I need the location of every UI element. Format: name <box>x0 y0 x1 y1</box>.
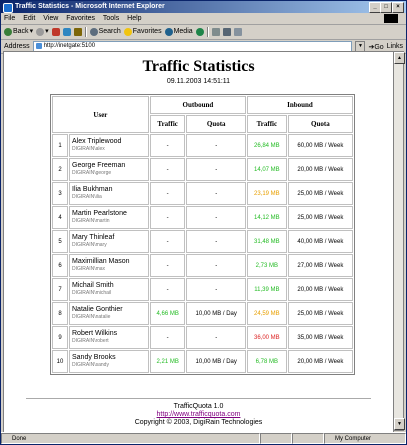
table-row <box>52 182 353 205</box>
inbound-header: Inbound <box>247 96 353 114</box>
user-cell <box>69 134 149 157</box>
menu-file[interactable]: File <box>4 15 16 22</box>
outbound-quota-cell: - <box>186 278 245 301</box>
close-button[interactable]: × <box>392 2 404 13</box>
inbound-traffic-cell: 14,12 MB <box>247 206 287 229</box>
report-datetime: 09.11.2003 14:51:11 <box>166 78 231 85</box>
user-cell <box>69 302 149 325</box>
page-title: Traffic Statistics <box>142 58 255 75</box>
user-name: Alex Triplewood <box>72 138 122 145</box>
user-login: DIGIRAIN\robert <box>72 338 109 344</box>
outbound-quota-cell: - <box>186 326 245 349</box>
inbound-traffic-cell: 11,39 MB <box>247 278 287 301</box>
forward-arrow-icon <box>36 28 44 36</box>
user-cell <box>69 206 149 229</box>
inbound-quota-header: Quota <box>288 115 353 133</box>
user-login: DIGIRAIN\ilia <box>72 194 102 200</box>
address-label: Address <box>4 43 30 50</box>
table-row <box>52 158 353 181</box>
user-name: Natalie Gonthier <box>72 306 123 313</box>
home-icon[interactable] <box>74 28 82 36</box>
inbound-quota-cell: 20,00 MB / Week <box>288 158 353 181</box>
status-pane <box>292 433 324 444</box>
user-login: DIGIRAIN\natalie <box>72 314 111 320</box>
title-bar <box>1 1 406 13</box>
search-icon <box>90 28 98 36</box>
user-cell <box>69 350 149 373</box>
row-number: 7 <box>52 278 68 301</box>
table-row <box>52 230 353 253</box>
vertical-scrollbar[interactable] <box>393 51 404 431</box>
inbound-traffic-cell: 26,84 MB <box>247 134 287 157</box>
toolbar <box>1 25 406 40</box>
user-name: Mary Thinleaf <box>72 234 115 241</box>
outbound-header: Outbound <box>150 96 246 114</box>
table-row <box>52 134 353 157</box>
outbound-traffic-cell: - <box>150 206 186 229</box>
page-footer <box>4 398 393 427</box>
maximize-button[interactable]: □ <box>380 2 392 13</box>
inbound-traffic-header: Traffic <box>247 115 287 133</box>
window-title: Traffic Statistics - Microsoft Internet Explorer <box>15 3 165 10</box>
row-number: 8 <box>52 302 68 325</box>
row-number: 9 <box>52 326 68 349</box>
user-login: DIGIRAIN\sandy <box>72 362 109 368</box>
row-number: 2 <box>52 158 68 181</box>
inbound-traffic-cell: 6,78 MB <box>247 350 287 373</box>
outbound-quota-cell: - <box>186 254 245 277</box>
inbound-traffic-cell: 2,73 MB <box>247 254 287 277</box>
user-header: User <box>52 96 149 133</box>
user-name: Maximillian Mason <box>72 258 130 265</box>
status-text: Done <box>1 433 260 444</box>
outbound-quota-cell: - <box>186 134 245 157</box>
footer-divider <box>26 398 371 399</box>
inbound-quota-cell: 27,00 MB / Week <box>288 254 353 277</box>
user-name: Sandy Brooks <box>72 354 116 361</box>
row-number: 6 <box>52 254 68 277</box>
favorites-button[interactable]: Favorites <box>124 25 162 39</box>
ie-icon <box>3 3 13 13</box>
outbound-quota-header: Quota <box>186 115 245 133</box>
table-row <box>52 254 353 277</box>
print-icon[interactable] <box>223 28 231 36</box>
table-row <box>52 278 353 301</box>
scroll-up-button[interactable]: ▲ <box>394 52 405 64</box>
outbound-traffic-cell: - <box>150 326 186 349</box>
user-name: Michail Smith <box>72 282 114 289</box>
user-name: George Freeman <box>72 162 126 169</box>
inbound-quota-cell: 25,00 MB / Week <box>288 302 353 325</box>
outbound-traffic-cell: 2,21 MB <box>150 350 186 373</box>
stop-icon[interactable] <box>52 28 60 36</box>
user-login: DIGIRAIN\michail <box>72 290 112 296</box>
inbound-traffic-cell: 36,00 MB <box>247 326 287 349</box>
user-name: Robert Wilkins <box>72 330 118 337</box>
user-cell <box>69 326 149 349</box>
outbound-quota-cell: - <box>186 182 245 205</box>
copyright-text: Copyright © 2003, DigiRain Technologies <box>134 419 263 426</box>
inbound-quota-cell: 20,00 MB / Week <box>288 278 353 301</box>
outbound-traffic-cell: 4,66 MB <box>150 302 186 325</box>
outbound-quota-cell: - <box>186 158 245 181</box>
media-icon <box>165 28 173 36</box>
media-button[interactable]: Media <box>165 25 193 39</box>
table-row <box>52 206 353 229</box>
inbound-quota-cell: 25,00 MB / Week <box>288 182 353 205</box>
address-dropdown-button[interactable]: ▼ <box>355 41 365 52</box>
outbound-quota-cell: - <box>186 206 245 229</box>
back-button[interactable]: Back ▾ <box>4 25 33 39</box>
product-link[interactable]: http://www.trafficquota.com <box>156 411 241 418</box>
user-cell <box>69 278 149 301</box>
inbound-quota-cell: 40,00 MB / Week <box>288 230 353 253</box>
security-zone: My Computer <box>324 433 406 444</box>
table-row <box>52 326 353 349</box>
menu-help[interactable]: Help <box>127 15 142 22</box>
menu-bar <box>1 13 406 25</box>
inbound-traffic-cell: 14,07 MB <box>247 158 287 181</box>
inbound-traffic-cell: 31,48 MB <box>247 230 287 253</box>
page-viewport <box>3 51 394 433</box>
user-name: Ilia Bukhman <box>72 186 113 193</box>
menu-favorites[interactable]: Favorites <box>66 15 96 22</box>
links-button[interactable]: Links <box>386 43 403 50</box>
outbound-traffic-cell: - <box>150 278 186 301</box>
outbound-quota-cell: - <box>186 230 245 253</box>
search-button[interactable]: Search <box>90 25 121 39</box>
user-name: Martin Pearlstone <box>72 210 127 217</box>
scroll-down-button[interactable]: ▼ <box>394 418 405 430</box>
row-number: 5 <box>52 230 68 253</box>
status-pane <box>260 433 292 444</box>
mail-icon[interactable] <box>212 28 220 36</box>
address-input[interactable]: http://inetgate:5100 <box>33 41 353 52</box>
outbound-traffic-cell: - <box>150 230 186 253</box>
outbound-quota-cell: 10,00 MB / Day <box>186 350 245 373</box>
outbound-traffic-cell: - <box>150 182 186 205</box>
go-button[interactable]: ➔Go <box>368 43 384 51</box>
toolbar-divider <box>207 27 209 37</box>
table-row <box>52 350 353 373</box>
user-login: DIGIRAIN\mary <box>72 242 107 248</box>
product-name: TrafficQuota 1.0 <box>173 403 224 410</box>
inbound-traffic-cell: 23,19 MB <box>247 182 287 205</box>
history-icon[interactable] <box>196 28 204 36</box>
star-icon <box>124 28 132 36</box>
edit-icon[interactable] <box>234 28 242 36</box>
user-cell <box>69 230 149 253</box>
outbound-traffic-header: Traffic <box>150 115 186 133</box>
back-arrow-icon <box>4 28 12 36</box>
inbound-traffic-cell: 24,59 MB <box>247 302 287 325</box>
menu-tools[interactable]: Tools <box>102 15 120 22</box>
minimize-button[interactable]: _ <box>369 2 381 13</box>
inbound-quota-cell: 60,00 MB / Week <box>288 134 353 157</box>
user-login: DIGIRAIN\martin <box>72 218 110 224</box>
traffic-table <box>50 94 355 375</box>
user-cell <box>69 182 149 205</box>
user-cell <box>69 254 149 277</box>
outbound-traffic-cell: - <box>150 254 186 277</box>
refresh-icon[interactable] <box>63 28 71 36</box>
outbound-traffic-cell: - <box>150 158 186 181</box>
row-number: 3 <box>52 182 68 205</box>
menu-edit[interactable]: Edit <box>23 15 36 22</box>
user-cell <box>69 158 149 181</box>
user-login: DIGIRAIN\max <box>72 266 106 272</box>
windows-logo-icon <box>384 14 398 23</box>
row-number: 10 <box>52 350 68 373</box>
outbound-traffic-cell: - <box>150 134 186 157</box>
table-row <box>52 302 353 325</box>
outbound-quota-cell: 10,00 MB / Day <box>186 302 245 325</box>
row-number: 1 <box>52 134 68 157</box>
user-login: DIGIRAIN\alex <box>72 146 105 152</box>
toolbar-divider <box>85 27 87 37</box>
status-bar <box>1 432 406 444</box>
inbound-quota-cell: 25,00 MB / Week <box>288 206 353 229</box>
inbound-quota-cell: 35,00 MB / Week <box>288 326 353 349</box>
row-number: 4 <box>52 206 68 229</box>
inbound-quota-cell: 20,00 MB / Week <box>288 350 353 373</box>
user-login: DIGIRAIN\george <box>72 170 112 176</box>
forward-button[interactable]: ▾ <box>36 25 49 39</box>
menu-view[interactable]: View <box>43 15 59 22</box>
